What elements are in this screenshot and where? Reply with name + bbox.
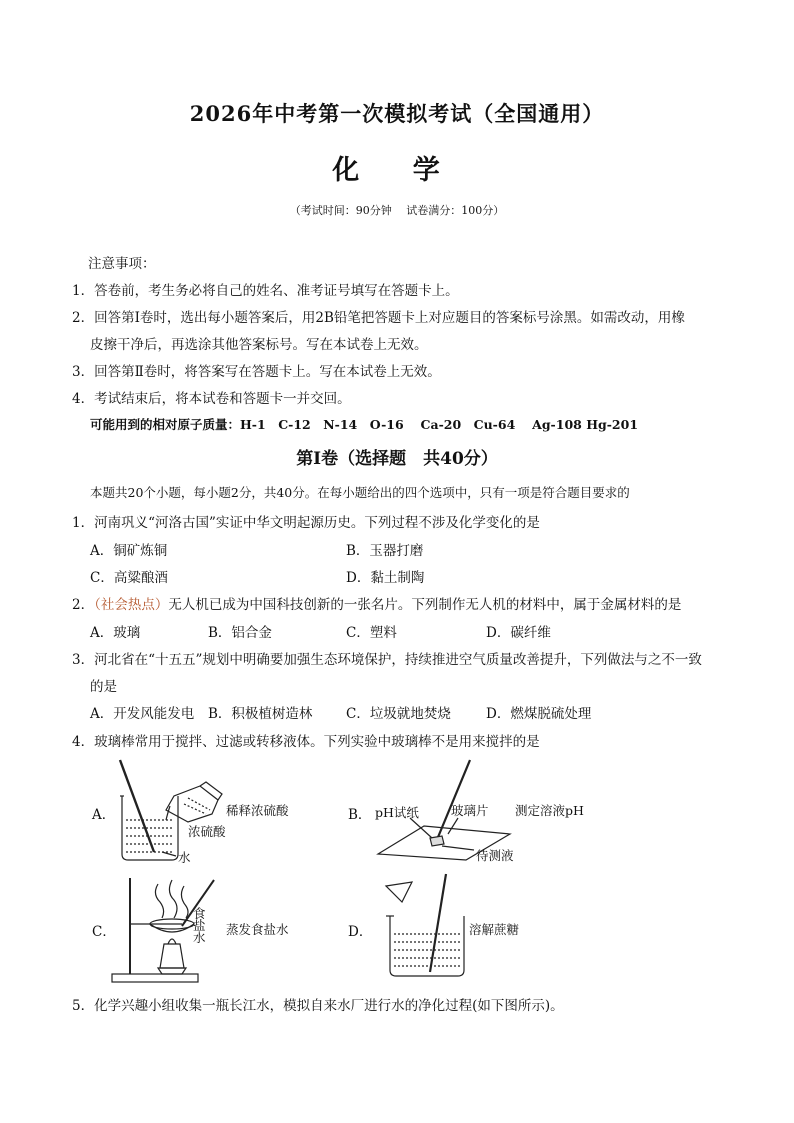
q4-c-salt-char-3: 水 <box>193 930 206 945</box>
q2-stem: 无人机已成为中国科技创新的一张名片。下列制作无人机的材料中，属于金属材料的是 <box>168 597 682 613</box>
note-item-3: 3．回答第Ⅱ卷时，将答案写在答题卡上。写在本试卷上无效。 <box>72 364 441 380</box>
note-item-2: 2．回答第Ⅰ卷时，选出每小题答案后，用2B铅笔把答题卡上对应题目的答案标号涂黑。如需改动，用橡 <box>72 310 685 326</box>
q3-option-d: D．燃煤脱硫处理 <box>486 706 592 722</box>
q2-number: 2． <box>72 597 95 613</box>
q4-d-label: 溶解蔗糖 <box>469 922 520 937</box>
q3-stem-cont: 的是 <box>90 679 117 695</box>
q4-d-letter: D． <box>348 924 373 940</box>
section-instruction: 本题共20个小题，每小题2分，共40分。在每小题给出的四个选项中，只有一项是符合题目要求的 <box>90 485 630 500</box>
q4-b-paper-label: pH试纸 <box>375 805 419 820</box>
q4-c-salt-label <box>193 908 206 944</box>
atomic-masses: 可能用到的相对原子质量：H-1 C-12 N-14 O-16 Ca-20 Cu-64 Ag-108 Hg-201 <box>90 417 639 432</box>
subject-title: 化 学 <box>332 155 462 186</box>
q2-option-c: C．塑料 <box>346 625 397 641</box>
q2-option-b: B．铝合金 <box>208 625 272 641</box>
note-item-1: 1．答卷前，考生务必将自己的姓名、准考证号填写在答题卡上。 <box>72 283 459 299</box>
q4-b-letter: B． <box>348 807 372 823</box>
q1-option-d: D．黏土制陶 <box>346 570 425 586</box>
q3-option-b: B．积极植树造林 <box>208 706 313 722</box>
q4-c-label: 蒸发食盐水 <box>226 922 289 937</box>
q4-a-letter: A． <box>92 807 116 823</box>
diluting-acid-figure <box>110 756 230 866</box>
q4-a-label: 稀释浓硫酸 <box>226 803 289 818</box>
note-item-4: 4．考试结束后，将本试卷和答题卡一并交回。 <box>72 391 351 407</box>
q4-c-letter: C． <box>92 924 116 940</box>
q4-a-water-label: 水 <box>178 850 191 865</box>
q4-b-label: 测定溶液pH <box>515 803 584 818</box>
q4-c-salt-char-2: 盐 <box>193 918 206 933</box>
q1-option-a: A．铜矿炼铜 <box>90 543 168 559</box>
notes-heading: 注意事项： <box>88 256 156 272</box>
note-item-2-cont: 皮擦干净后，再选涂其他答案标号。写在本试卷上无效。 <box>90 337 428 353</box>
section-title: 第Ⅰ卷（选择题 共40分） <box>296 449 498 469</box>
q3-stem: 3．河北省在“十五五”规划中明确要加强生态环境保护，持续推进空气质量改善提升，下列做法与之不一致 <box>72 652 702 668</box>
q4-a-acid-label: 浓硫酸 <box>188 824 226 839</box>
q4-stem: 4．玻璃棒常用于搅拌、过滤或转移液体。下列实验中玻璃棒不是用来搅拌的是 <box>72 734 540 750</box>
q1-stem: 1．河南巩义“河洛古国”实证中华文明起源历史。下列过程不涉及化学变化的是 <box>72 515 540 531</box>
exam-title: 2026年中考第一次模拟考试（全国通用） <box>189 101 605 126</box>
dissolving-sugar-figure <box>372 872 482 982</box>
q3-option-c: C．垃圾就地焚烧 <box>346 706 451 722</box>
q3-option-a: A．开发风能发电 <box>90 706 195 722</box>
q4-c-salt-char-1: 食 <box>193 906 206 921</box>
q5-stem: 5．化学兴趣小组收集一瓶长江水，模拟自来水厂进行水的净化过程(如下图所示)。 <box>72 998 564 1014</box>
q2-hot-tag: （社会热点） <box>94 597 169 613</box>
q2-option-a: A．玻璃 <box>90 625 141 641</box>
q2-stem-line <box>72 593 681 613</box>
q4-b-liquid-label: 待测液 <box>476 848 514 863</box>
q4-b-glass-label: 玻璃片 <box>451 803 489 818</box>
q1-option-b: B．玉器打磨 <box>346 543 424 559</box>
exam-meta: （考试时间：90分钟 试卷满分：100分） <box>289 204 505 217</box>
q1-option-c: C．高粱酿酒 <box>90 570 168 586</box>
q2-option-d: D．碳纤维 <box>486 625 551 641</box>
